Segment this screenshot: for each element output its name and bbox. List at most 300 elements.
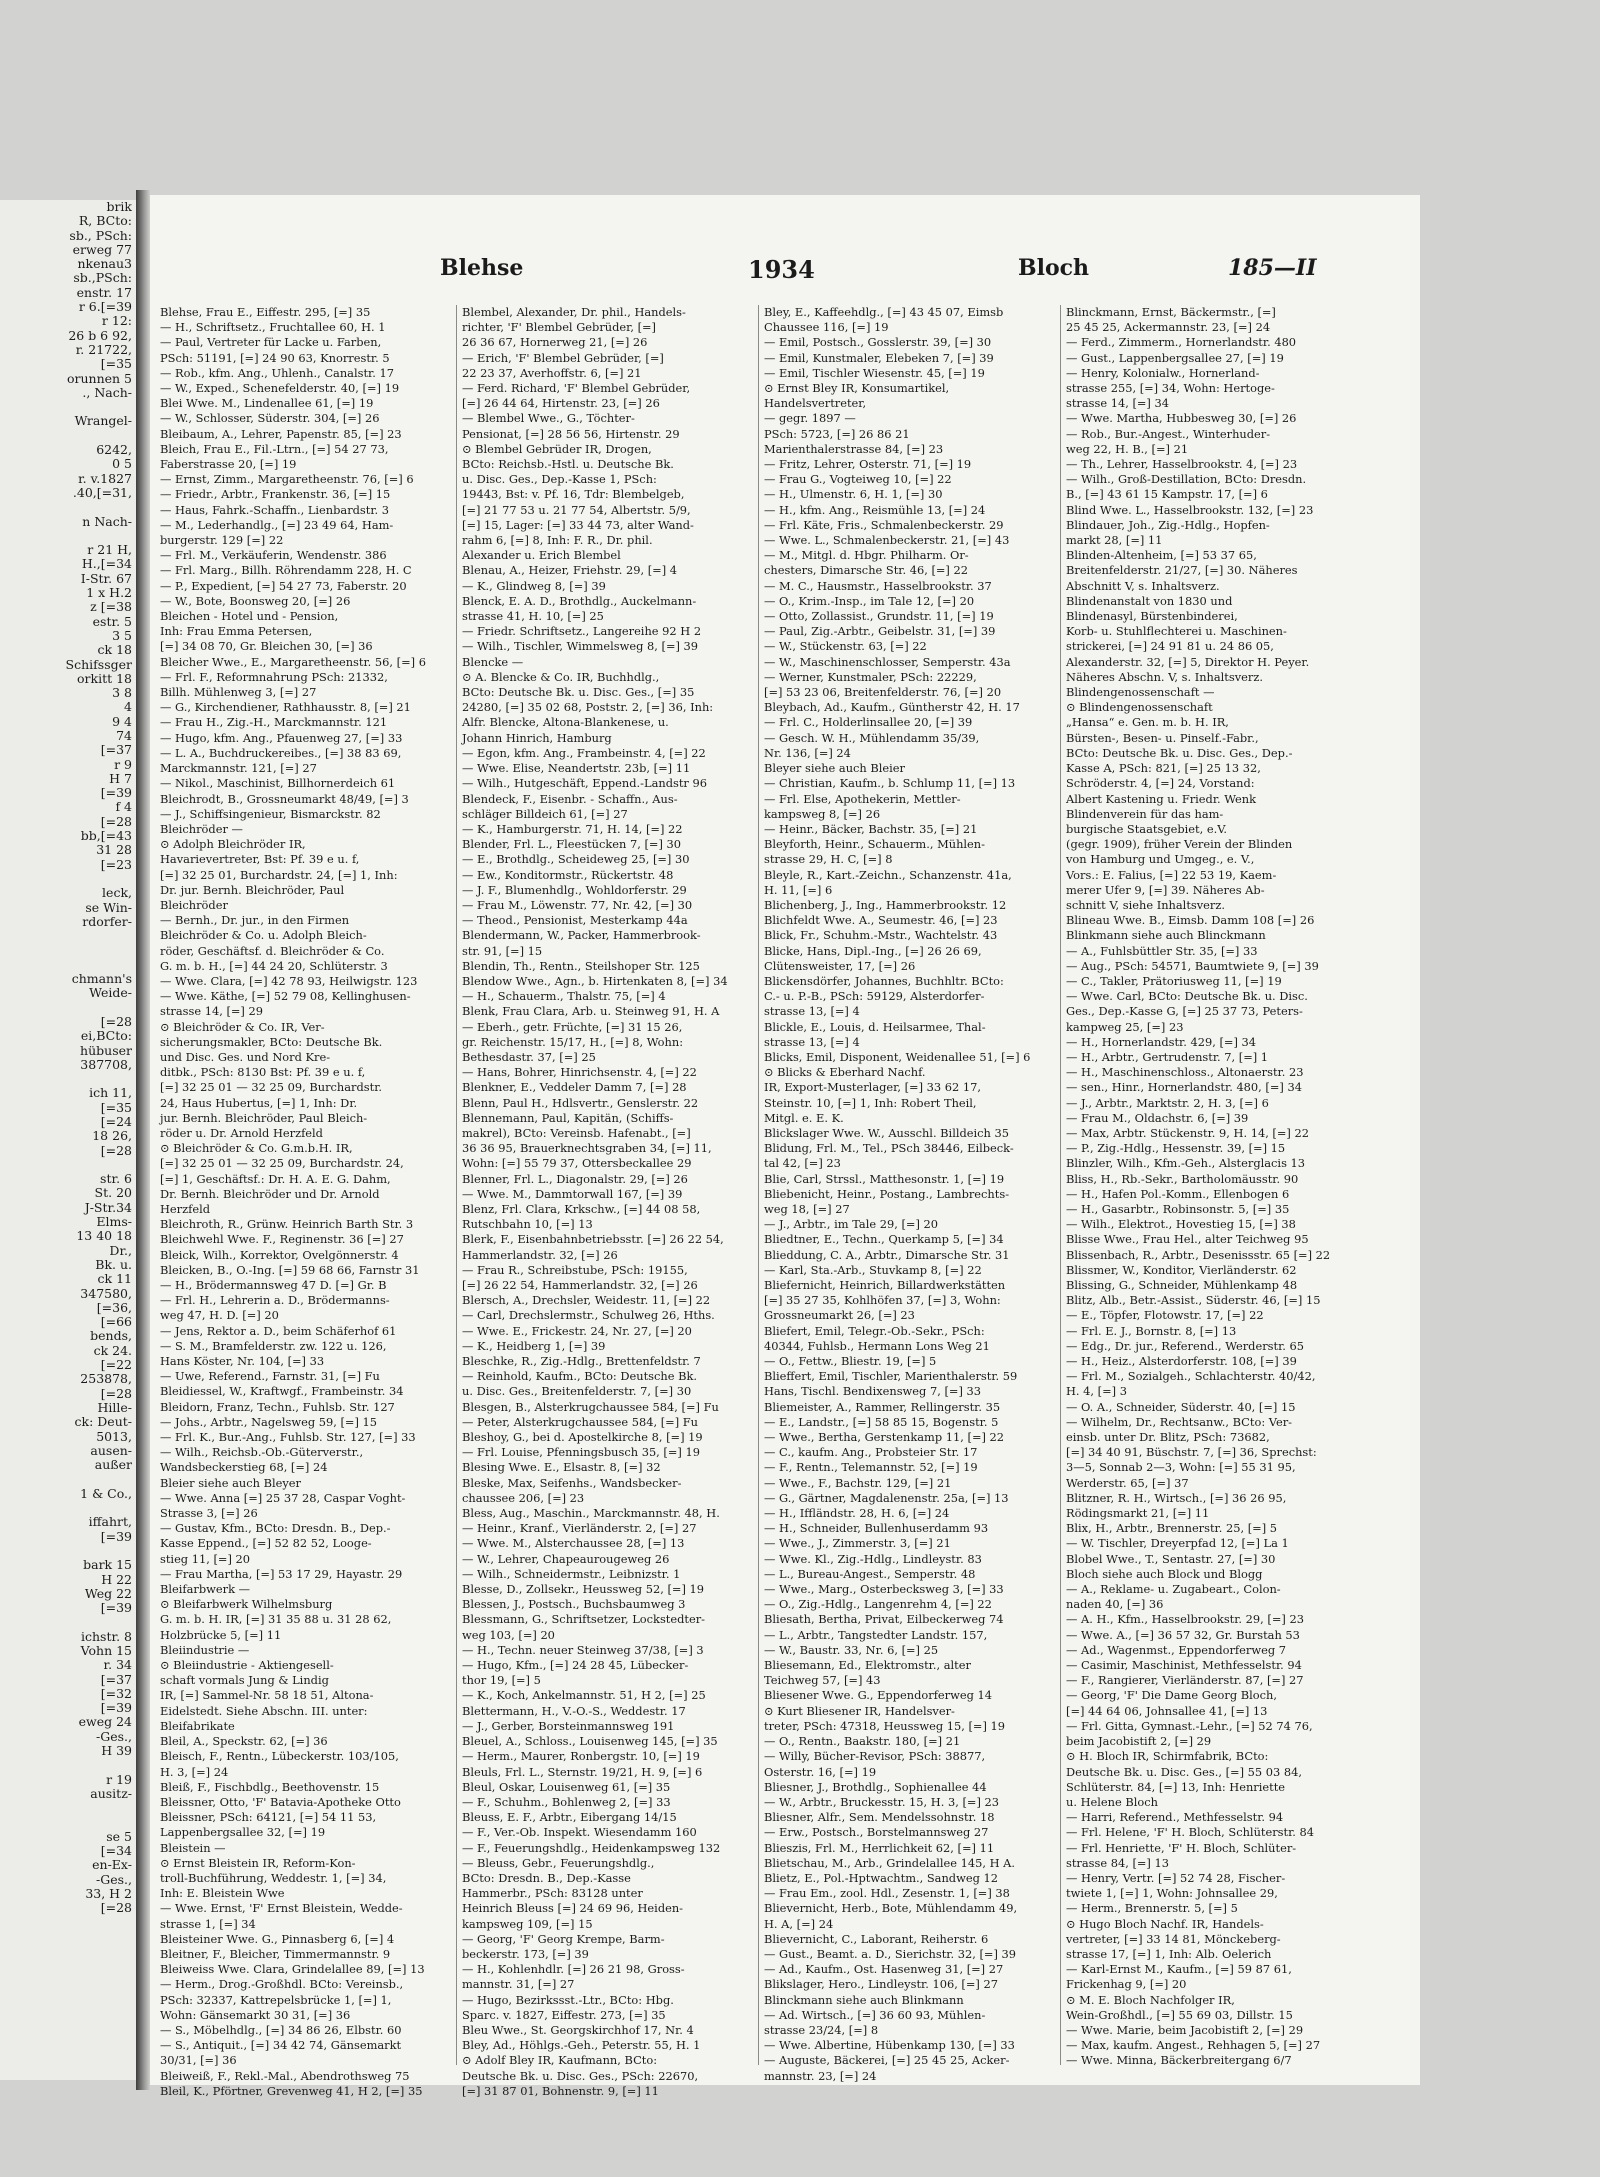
directory-entry-line: Bleichrodt, B., Grossneumarkt 48/49, [=] 3	[160, 791, 409, 806]
directory-entry-line: Lappenbergsallee 32, [=] 19	[160, 1825, 326, 1840]
directory-entry-line: Dr. Bernh. Bleichröder und Dr. Arnold	[160, 1186, 380, 1201]
directory-entry-line: — Frl. Käte, Fris., Schmalenbeckerstr. 29	[764, 517, 1004, 532]
directory-entry-line: Blisse Wwe., Frau Hel., alter Teichweg 95	[1066, 1232, 1309, 1247]
left-page-fragment: sb., PSch:	[69, 227, 132, 243]
directory-entry-line: 25 45 25, Ackermannstr. 23, [=] 24	[1066, 320, 1271, 335]
directory-entry-line: Bleschke, R., Zig.-Hdlg., Brettenfeldstr. 7	[462, 1354, 701, 1369]
directory-entry-line: Bleybach, Ad., Kaufm., Güntherstr 42, H. 17	[764, 700, 1020, 715]
directory-entry-line: Bleichwehl Wwe. F., Reginenstr. 36 [=] 27	[160, 1232, 404, 1247]
left-page-fragment: Weg 22	[84, 1585, 132, 1601]
directory-entry-line: Blenck, E. A. D., Brothdlg., Auckelmann-	[462, 593, 697, 608]
directory-entry-line: Alexanderstr. 32, [=] 5, Direktor H. Peyer.	[1066, 654, 1310, 669]
directory-entry-line: — Wwe. Albertine, Hübenkamp 130, [=] 33	[764, 2038, 1015, 2053]
left-page-fragment: ich 11,	[89, 1085, 132, 1101]
directory-entry-line: Bley, E., Kaffeehdlg., [=] 43 45 07, Eimsb	[764, 305, 1004, 319]
directory-entry-line: Bleuel, A., Schloss., Louisenweg 145, [=] 35	[462, 1734, 718, 1749]
left-page-edge	[0, 200, 138, 2080]
directory-entry-line: 24, Haus Hubertus, [=] 1, Inh: Dr.	[160, 1095, 358, 1110]
directory-entry-line: Blerk, F., Eisenbahnbetriebsstr. [=] 26 22 54,	[462, 1232, 724, 1247]
left-page-fragment: Bk. u.	[95, 1256, 132, 1272]
left-page-fragment	[0, 1501, 136, 1515]
directory-entry-line: Hans, Tischl. Bendixensweg 7, [=] 33	[764, 1384, 982, 1399]
directory-entry-line: Blissing, G., Schneider, Mühlenkamp 48	[1066, 1278, 1298, 1292]
directory-entry-line: — Wwe., Marg., Osterbecksweg 3, [=] 33	[764, 1582, 1004, 1597]
directory-entry-line: — J., Gerber, Borsteinmannsweg 191	[462, 1718, 675, 1733]
directory-entry-line: — Hans, Bohrer, Hinrichsenstr. 4, [=] 22	[462, 1065, 697, 1080]
directory-entry-line: Marckmannstr. 121, [=] 27	[160, 761, 317, 776]
left-page-fragment: nkenau3	[77, 256, 132, 272]
header-left-word: Blehse	[440, 255, 524, 281]
directory-entry-line: schnitt V, siehe Inhaltsverz.	[1066, 897, 1225, 912]
directory-entry-line: Blicke, Hans, Dipl.-Ing., [=] 26 26 69,	[764, 943, 982, 958]
directory-entry-line: Bleiweiß, F., Rekl.-Mal., Abendrothsweg 75	[160, 2068, 410, 2083]
directory-entry-line: weg 103, [=] 20	[462, 1627, 555, 1642]
directory-entry-line: Grossneumarkt 26, [=] 23	[764, 1308, 915, 1323]
directory-entry-line: Blessen, J., Postsch., Buchsbaumweg 3	[462, 1597, 686, 1612]
left-page-fragment: r. 34	[103, 1657, 132, 1673]
directory-entry-line: — W., Arbtr., Bruckesstr. 15, H. 3, [=] 23	[764, 1794, 1000, 1809]
directory-entry-line: Bleshoy, G., bei d. Apostelkirche 8, [=] 19	[462, 1430, 703, 1445]
left-page-fragment: Hille-	[97, 1399, 132, 1415]
directory-entry-line: u. Disc. Ges., Breitenfelderstr. 7, [=] 30	[462, 1384, 692, 1399]
left-page-fragment: [=66	[100, 1314, 132, 1330]
directory-entry-line: strasse 23/24, [=] 8	[764, 2022, 879, 2037]
directory-entry-line: — Blembel Wwe., G., Töchter-	[462, 411, 635, 426]
directory-entry-line: „Hansa“ e. Gen. m. b. H. IR,	[1066, 715, 1229, 730]
directory-entry-line: Blindenanstalt von 1830 und	[1066, 593, 1233, 608]
directory-entry-line: Bloch siehe auch Block und Blogg	[1066, 1566, 1263, 1581]
directory-columns	[160, 305, 1360, 2098]
directory-entry-line: — Theod., Pensionist, Mesterkamp 44a	[462, 913, 688, 928]
left-page-fragment: r. 21722,	[75, 341, 132, 357]
directory-entry-line: röder, Geschäftsf. d. Bleichröder & Co.	[160, 943, 385, 958]
directory-entry-line: [=] 34 08 70, Gr. Bleichen 30, [=] 36	[160, 639, 373, 654]
directory-entry-line: — Georg, 'F' Die Dame Georg Bloch,	[1066, 1688, 1277, 1703]
left-page-fragment	[0, 1158, 136, 1172]
left-page-fragment: bends,	[90, 1328, 132, 1344]
directory-entry-line: — Gust., Beamt. a. D., Sierichstr. 32, [=] 39	[764, 1946, 1017, 1961]
directory-entry-line: Blickensdörfer, Johannes, Buchhltr. BCto:	[764, 973, 1004, 988]
directory-entry-line: Bliesemann, Ed., Elektromstr., alter	[764, 1658, 971, 1673]
directory-entry-line: PSch: 5723, [=] 26 86 21	[764, 426, 910, 441]
directory-entry-line: Teichweg 57, [=] 43	[764, 1673, 881, 1688]
directory-entry-line: — Wilh., Schneidermstr., Leibnizstr. 1	[462, 1566, 681, 1581]
directory-entry-line: Bleichröder —	[160, 821, 243, 836]
column-divider	[456, 305, 457, 2065]
directory-entry-line: Deutsche Bk. u. Disc. Ges., [=] 55 03 84,	[1066, 1764, 1302, 1779]
directory-entry-line: — Casimir, Maschinist, Methfesselstr. 94	[1066, 1658, 1302, 1673]
directory-entry-line: — H., Gasarbtr., Robinsonstr. 5, [=] 35	[1066, 1201, 1290, 1216]
directory-entry-line: — Christian, Kaufm., b. Schlump 11, [=] 13	[764, 776, 1016, 791]
directory-entry-line: — Wwe., Bertha, Gerstenkamp 11, [=] 22	[764, 1430, 1005, 1445]
directory-entry-line: — P., Expedient, [=] 54 27 73, Faberstr. 20	[160, 578, 407, 593]
left-page-fragment: 3 8	[112, 685, 132, 701]
directory-entry-line: ditbk., PSch: 8130 Bst: Pf. 39 e u. f,	[160, 1065, 366, 1080]
directory-entry-line: — Frau M., Löwenstr. 77, Nr. 42, [=] 30	[462, 897, 693, 912]
directory-entry-line: — A., Fuhlsbüttler Str. 35, [=] 33	[1066, 943, 1258, 958]
page-header	[150, 255, 1420, 291]
directory-entry-line: Blettermann, H., V.-O.-S., Weddestr. 17	[462, 1703, 686, 1718]
directory-entry-line: 24280, [=] 35 02 68, Poststr. 2, [=] 36, Inh:	[462, 700, 714, 715]
directory-entry-line: Blinckmann siehe auch Blinkmann	[764, 1992, 964, 2007]
left-page-fragment: eweg 24	[78, 1714, 132, 1730]
left-page-fragment: [=22	[100, 1357, 132, 1373]
directory-entry-line: — K., Glindweg 8, [=] 39	[462, 578, 606, 593]
directory-entry-line: thor 19, [=] 5	[462, 1673, 541, 1688]
directory-entry-line: Alexander u. Erich Blembel	[462, 548, 621, 563]
directory-entry-line: C.- u. P.-B., PSch: 59129, Alsterdorfer-	[764, 989, 985, 1004]
directory-entry-line: Blikslager, Hero., Lindleystr. 106, [=] 27	[764, 1977, 998, 1992]
directory-entry-line: — H., Arbtr., Gertrudenstr. 7, [=] 1	[1066, 1049, 1269, 1064]
left-page-fragment: -Ges.,	[96, 1871, 132, 1887]
directory-entry-line: — A., Reklame- u. Zugabeart., Colon-	[1066, 1582, 1281, 1597]
directory-entry-line: [=] 32 25 01 — 32 25 09, Burchardstr. 24,	[160, 1156, 404, 1171]
directory-entry-line: burgische Staatsgebiet, e.V.	[1066, 821, 1228, 836]
directory-entry-line: Bleifarbwerk —	[160, 1582, 250, 1597]
directory-entry-line: naden 40, [=] 36	[1066, 1597, 1164, 1612]
left-page-fragment: 13 40 18	[76, 1228, 132, 1244]
directory-entry-line: Steinstr. 10, [=] 1, Inh: Robert Theil,	[764, 1095, 977, 1110]
directory-entry-line: Bleissner, PSch: 64121, [=] 54 11 53,	[160, 1810, 377, 1825]
left-page-fragment: 33, H 2	[85, 1886, 132, 1902]
directory-entry-line: u. Helene Bloch	[1066, 1794, 1158, 1809]
left-page-fragment: außer	[94, 1457, 132, 1473]
directory-entry-line: — H., Schneider, Bullenhuserdamm 93	[764, 1521, 989, 1536]
directory-entry-line: — Ferd., Zimmerm., Hornerlandstr. 480	[1066, 335, 1297, 350]
directory-entry-line: strasse 13, [=] 4	[764, 1034, 860, 1049]
directory-entry-line: u. Disc. Ges., Dep.-Kasse 1, PSch:	[462, 472, 657, 487]
directory-entry-line: — L., Arbtr., Tangstedter Landstr. 157,	[764, 1627, 988, 1642]
directory-entry-line: Bleyforth, Heinr., Schauerm., Mühlen-	[764, 837, 985, 852]
left-page-fragment: 26 b 6 92,	[68, 327, 132, 343]
column-divider	[758, 305, 759, 2065]
left-page-fragment	[0, 1072, 136, 1086]
directory-entry-line: Faberstrasse 20, [=] 19	[160, 457, 297, 472]
left-page-fragment: [=39	[100, 1600, 132, 1616]
directory-entry-line: G. m. b. H. IR, [=] 31 35 88 u. 31 28 62,	[160, 1612, 392, 1627]
directory-entry-line: vertreter, [=] 33 14 81, Mönckeberg-	[1066, 1931, 1281, 1946]
directory-entry-line: Blencke —	[462, 654, 524, 669]
directory-entry-line: Blindenasyl, Bürstenbinderei,	[1066, 609, 1238, 624]
directory-entry-line: — Peter, Alsterkrugchaussee 584, [=] Fu	[462, 1414, 699, 1429]
left-page-fragment	[0, 1001, 136, 1015]
directory-entry-line: Bliedtner, E., Techn., Querkamp 5, [=] 34	[764, 1232, 1004, 1247]
left-page-fragment: [=28	[100, 1142, 132, 1158]
directory-entry-line: — W., Schlosser, Süderstr. 304, [=] 26	[160, 411, 380, 426]
directory-entry-line: — Frl. E. J., Bornstr. 8, [=] 13	[1066, 1323, 1237, 1338]
directory-entry-line: Heinrich Bleuss [=] 24 69 96, Heiden-	[462, 1901, 684, 1916]
directory-entry-line: Vors.: E. Falius, [=] 22 53 19, Kaem-	[1066, 867, 1277, 882]
directory-entry-line: markt 28, [=] 11	[1066, 533, 1163, 548]
left-page-fragment	[0, 500, 136, 514]
left-page-fragment: leck,	[102, 885, 132, 901]
left-page-fragment	[0, 1544, 136, 1558]
directory-entry-line: Blinden-Altenheim, [=] 53 37 65,	[1066, 548, 1257, 563]
directory-entry-line: [=] 31 87 01, Bohnenstr. 9, [=] 11	[462, 2083, 659, 2098]
directory-entry-line: Bleich, Frau E., Fil.-Ltrn., [=] 54 27 73,	[160, 441, 389, 456]
directory-entry-line: Blenz, Frl. Clara, Krkschw., [=] 44 08 58,	[462, 1201, 701, 1216]
directory-entry-line: Blindenverein für das ham-	[1066, 806, 1224, 821]
directory-entry-line: Bleichroth, R., Grünw. Heinrich Barth Str. 3	[160, 1217, 414, 1232]
directory-entry-line: richter, 'F' Blembel Gebrüder, [=]	[462, 320, 657, 335]
directory-entry-line: Bethesdastr. 37, [=] 25	[462, 1049, 596, 1064]
directory-entry-line: ⊙ M. E. Bloch Nachfolger IR,	[1066, 1992, 1235, 2007]
directory-entry-line: IR, Export-Musterlager, [=] 33 62 17,	[764, 1080, 981, 1095]
directory-entry-line: Sparc. v. 1827, Eiffestr. 273, [=] 35	[462, 2007, 666, 2022]
directory-entry-line: Alfr. Blencke, Altona-Blankenese, u.	[462, 715, 669, 730]
directory-entry-line: — Frl. M., Sozialgeh., Schlachterstr. 40/42,	[1066, 1369, 1316, 1384]
directory-entry-line: Bleidiessel, W., Kraftwgf., Frambeinstr. 34	[160, 1384, 404, 1399]
directory-entry-line: Bleu Wwe., St. Georgskirchhof 17, Nr. 4	[462, 2022, 694, 2037]
directory-entry-line: ⊙ Bleichröder & Co. G.m.b.H. IR,	[160, 1141, 353, 1156]
directory-entry-line: ⊙ Ernst Bley IR, Konsumartikel,	[764, 381, 950, 396]
directory-entry-line: twiete 1, [=] 1, Wohn: Johnsallee 29,	[1066, 1886, 1278, 1901]
left-page-fragment: chmann's	[71, 971, 132, 987]
directory-entry-line: — H., Kohlenhdlr. [=] 26 21 98, Gross-	[462, 1962, 685, 1977]
directory-entry-line: jur. Bernh. Bleichröder, Paul Bleich-	[160, 1110, 368, 1125]
directory-entry-line: Blenner, Frl. L., Diagonalstr. 29, [=] 26	[462, 1171, 688, 1186]
directory-entry-line: Blesing Wwe. E., Elsastr. 8, [=] 32	[462, 1460, 661, 1475]
directory-entry-line: strasse 14, [=] 34	[1066, 396, 1169, 411]
directory-entry-line: — Ad. Wirtsch., [=] 36 60 93, Mühlen-	[764, 2007, 986, 2022]
directory-entry-line: — Frl. C., Holderlinsallee 20, [=] 39	[764, 715, 973, 730]
directory-entry-line: 26 36 67, Hornerweg 21, [=] 26	[462, 335, 648, 350]
directory-entry-line: — S., Möbelhdlg., [=] 34 86 26, Elbstr. 60	[160, 2022, 402, 2037]
directory-entry-line: — W., Exped., Schenefelderstr. 40, [=] 19	[160, 381, 400, 396]
directory-entry-line: G. m. b. H., [=] 44 24 20, Schlüterstr. 3	[160, 958, 388, 973]
column-3	[764, 305, 1049, 2083]
left-page-fragment: ck 18	[97, 642, 132, 658]
directory-entry-line: ⊙ Kurt Bliesener IR, Handelsver-	[764, 1703, 955, 1718]
directory-page	[150, 195, 1420, 2098]
directory-entry-line: — Bernh., Dr. jur., in den Firmen	[160, 913, 350, 928]
left-page-fragment: ck 24.	[93, 1342, 132, 1358]
left-page-fragment: J-Str.34	[84, 1199, 132, 1215]
book-gutter	[136, 190, 150, 2090]
directory-entry-line: Blindauer, Joh., Zig.-Hdlg., Hopfen-	[1066, 517, 1270, 532]
directory-entry-line: Bliesener Wwe. G., Eppendorferweg 14	[764, 1688, 992, 1703]
directory-entry-line: Mitgl. e. E. K.	[764, 1110, 844, 1125]
directory-entry-line: — J., Schiffsingenieur, Bismarckstr. 82	[160, 806, 381, 821]
left-page-fragment: en-Ex-	[92, 1857, 132, 1873]
directory-entry-line: Blendeck, F., Eisenbr. - Schaffn., Aus-	[462, 791, 678, 806]
directory-entry-line: — Wwe. Ernst, 'F' Ernst Bleistein, Wedde-	[160, 1901, 403, 1916]
directory-entry-line: Blietschau, M., Arb., Grindelallee 145, H A.	[764, 1855, 1016, 1870]
directory-entry-line: Albert Kastening u. Friedr. Wenk	[1066, 791, 1257, 806]
directory-entry-line: — Bleuss, Gebr., Feuerungshdlg.,	[462, 1855, 655, 1870]
directory-entry-line: BCto: Dresdn. B., Dep.-Kasse	[462, 1870, 631, 1885]
directory-entry-line: — Wwe. Martha, Hubbesweg 30, [=] 26	[1066, 411, 1297, 426]
directory-entry-line: Bleichröder & Co. u. Adolph Bleich-	[160, 928, 367, 943]
left-page-fragment: Vohn 15	[80, 1642, 132, 1658]
directory-entry-line: strasse 41, H. 10, [=] 25	[462, 609, 604, 624]
directory-entry-line: Bliefert, Emil, Telegr.-Ob.-Sekr., PSch:	[764, 1323, 985, 1338]
left-page-fragment: 18 26,	[92, 1128, 132, 1144]
directory-entry-line: Wohn: Gänsemarkt 30 31, [=] 36	[160, 2007, 351, 2022]
directory-entry-line: Blidung, Frl. M., Tel., PSch 38446, Eilbeck-	[764, 1141, 1014, 1156]
directory-entry-line: — H., Schriftsetz., Fruchtallee 60, H. 1	[160, 320, 386, 335]
directory-entry-line: — W., Maschinenschlosser, Semperstr. 43a	[764, 654, 1011, 669]
directory-entry-line: — Wwe. Marie, beim Jacobistift 2, [=] 29	[1066, 2022, 1304, 2037]
directory-entry-line: — O., Zig.-Hdlg., Langenrehm 4, [=] 22	[764, 1597, 992, 1612]
directory-entry-line: — Karl-Ernst M., Kaufm., [=] 59 87 61,	[1066, 1962, 1292, 1977]
directory-entry-line: — Herm., Maurer, Ronbergstr. 10, [=] 19	[462, 1749, 700, 1764]
directory-entry-line: Bliebenicht, Heinr., Postang., Lambrechts-	[764, 1186, 1010, 1201]
directory-entry-line: von Hamburg und Umgeg., e. V.,	[1066, 852, 1255, 867]
directory-entry-line: — J., Arbtr., Marktstr. 2, H. 3, [=] 6	[1066, 1095, 1269, 1110]
directory-entry-line: Blesgen, B., Alsterkrugchaussee 584, [=] Fu	[462, 1399, 719, 1414]
directory-entry-line: [=] 32 25 01, Burchardstr. 24, [=] 1, Inh:	[160, 867, 398, 882]
left-page-fragment: Weide-	[89, 985, 132, 1001]
left-page-fragment: [=24	[100, 1114, 132, 1129]
left-page-fragment	[0, 872, 136, 886]
directory-entry-line: 22 23 37, Averhoffstr. 6, [=] 21	[462, 365, 642, 380]
directory-entry-line: [=] 35 27 35, Kohlhöfen 37, [=] 3, Wohn:	[764, 1293, 1001, 1308]
directory-entry-line: Blieddung, C. A., Arbtr., Dimarsche Str. 31	[764, 1247, 1010, 1262]
directory-entry-line: — Ew., Konditormstr., Rückertstr. 48	[462, 867, 674, 882]
left-page-fragment	[0, 1816, 136, 1830]
directory-entry-line: Holzbrücke 5, [=] 11	[160, 1627, 282, 1642]
directory-entry-line: schaft vormals Jung & Lindig	[160, 1673, 329, 1688]
left-page-fragment	[0, 1615, 136, 1629]
directory-entry-line: ⊙ Bleifarbwerk Wilhelmsburg	[160, 1597, 333, 1612]
left-page-fragment: estr. 5	[92, 613, 132, 629]
directory-entry-line: schläger Billdeich 61, [=] 27	[462, 806, 628, 821]
directory-entry-line: Blennemann, Paul, Kapitän, (Schiffs-	[462, 1110, 674, 1125]
left-page-fragment: ausen-	[90, 1442, 132, 1458]
directory-entry-line: — H., kfm. Ang., Reismühle 13, [=] 24	[764, 502, 986, 517]
directory-entry-line: — Heinr., Bäcker, Bachstr. 35, [=] 21	[764, 821, 978, 836]
left-page-fragment: .40,[=31,	[72, 484, 132, 500]
directory-entry-line: — S. M., Bramfelderstr. zw. 122 u. 126,	[160, 1338, 387, 1353]
directory-entry-line: — E., Landstr., [=] 58 85 15, Bogenstr. 5	[764, 1414, 999, 1429]
left-page-fragment: [=28	[100, 813, 132, 829]
left-page-fragment: brik	[106, 199, 132, 214]
directory-entry-line: — Jens, Rektor a. D., beim Schäferhof 61	[160, 1323, 397, 1338]
left-page-fragment: I-Str. 67	[80, 570, 132, 586]
directory-entry-line: sicherungsmakler, BCto: Deutsche Bk.	[160, 1034, 383, 1049]
directory-entry-line: Rutschbahn 10, [=] 13	[462, 1217, 593, 1232]
directory-entry-line: Bürsten-, Besen- u. Pinself.-Fabr.,	[1066, 730, 1259, 745]
directory-entry-line: — Wilh., Reichsb.-Ob.-Güterverstr.,	[160, 1445, 364, 1460]
directory-entry-line: Bleil, K., Pförtner, Grevenweg 41, H 2, [=] 35	[160, 2083, 423, 2098]
directory-entry-line: Osterstr. 16, [=] 19	[764, 1764, 877, 1779]
directory-entry-line: Blindengenossenschaft —	[1066, 685, 1215, 700]
left-page-fragment: 347580,	[80, 1285, 132, 1301]
directory-entry-line: — Frl. F., Reformnahrung PSch: 21332,	[160, 669, 388, 684]
directory-entry-line: — Emil, Postsch., Gosslerstr. 39, [=] 30	[764, 335, 992, 350]
directory-entry-line: Rödingsmarkt 21, [=] 11	[1066, 1506, 1210, 1521]
directory-entry-line: — F., Schuhm., Bohlenweg 2, [=] 33	[462, 1794, 671, 1809]
left-page-fragment: r 6.[=39	[78, 299, 132, 315]
directory-entry-line: — Frau Martha, [=] 53 17 29, Hayastr. 29	[160, 1566, 403, 1581]
directory-entry-line: mannstr. 31, [=] 27	[462, 1977, 575, 1992]
directory-entry-line: — Gustav, Kfm., BCto: Dresdn. B., Dep.-	[160, 1521, 391, 1536]
directory-entry-line: — Frau G., Vogteiweg 10, [=] 22	[764, 472, 952, 487]
left-page-fragment: 3 5	[112, 627, 132, 643]
directory-entry-line: — H., Iffländstr. 28, H. 6, [=] 24	[764, 1506, 950, 1521]
directory-entry-line: Wandsbeckerstieg 68, [=] 24	[160, 1460, 328, 1475]
left-page-fragment: 6242,	[96, 442, 132, 458]
directory-entry-line: Näheres Abschn. V, s. Inhaltsverz.	[1066, 669, 1263, 684]
left-page-fragment: [=35	[100, 1099, 132, 1115]
directory-entry-line: — W., Baustr. 33, Nr. 6, [=] 25	[764, 1642, 939, 1657]
left-page-fragment: str. 6	[100, 1171, 132, 1187]
directory-entry-line: Bleiweiss Wwe. Clara, Grindelallee 89, [=] 13	[160, 1962, 425, 1977]
directory-entry-line: Blinkmann siehe auch Blinckmann	[1066, 928, 1266, 943]
directory-entry-line: strasse 14, [=] 29	[160, 1004, 263, 1019]
directory-entry-line: Bleistein —	[160, 1840, 226, 1855]
left-page-fragment: orkitt 18	[77, 670, 132, 686]
directory-entry-line: — Ad., Kaufm., Ost. Hasenweg 31, [=] 27	[764, 1962, 1004, 1977]
left-page-fragment: St. 20	[94, 1185, 132, 1201]
column-4	[1066, 305, 1351, 2068]
left-page-fragment	[0, 958, 136, 972]
directory-entry-line: Werderstr. 65, [=] 37	[1066, 1475, 1189, 1490]
directory-entry-line: Bleitner, F., Bleicher, Timmermannstr. 9	[160, 1946, 391, 1961]
directory-entry-line: — Carl, Drechslermstr., Schulweg 26, Hths.	[462, 1308, 715, 1323]
directory-entry-line: beim Jacobistift 2, [=] 29	[1066, 1734, 1212, 1749]
left-page-fragment: [=39	[100, 1528, 132, 1544]
directory-entry-line: [=] 21 77 53 u. 21 77 54, Albertstr. 5/9,	[462, 502, 691, 517]
directory-entry-line: Bleier siehe auch Bleyer	[160, 1475, 301, 1490]
left-page-fragment: n Nach-	[82, 513, 132, 529]
directory-entry-line: — Paul, Zig.-Arbtr., Geibelstr. 31, [=] 39	[764, 624, 996, 639]
directory-entry-line: Bleicken, B., O.-Ing. [=] 59 68 66, Farnstr 31	[160, 1262, 420, 1277]
left-page-fragment	[0, 943, 136, 957]
directory-entry-line: — M., Lederhandlg., [=] 23 49 64, Ham-	[160, 517, 394, 532]
directory-entry-line: und Disc. Ges. und Nord Kre-	[160, 1049, 331, 1064]
left-page-fragment: ausitz-	[90, 1785, 132, 1801]
directory-entry-line: — H., Brödermannsweg 47 D. [=] Gr. B	[160, 1278, 387, 1292]
left-page-fragment: orunnen 5	[66, 370, 132, 386]
directory-entry-line: — J. F., Blumenhdlg., Wohldorferstr. 29	[462, 882, 687, 897]
directory-entry-line: — Wilh., Hutgeschäft, Eppend.-Landstr 96	[462, 776, 707, 791]
directory-entry-line: — Emil, Kunstmaler, Elebeken 7, [=] 39	[764, 350, 994, 365]
left-page-fragment: ck 11	[97, 1271, 132, 1287]
directory-entry-line: IR, [=] Sammel-Nr. 58 18 51, Altona-	[160, 1688, 374, 1703]
left-page-fragment: r 12:	[101, 313, 132, 329]
directory-entry-line: ⊙ A. Blencke & Co. IR, Buchhdlg.,	[462, 669, 660, 684]
left-page-fragment: z [=38	[90, 599, 132, 615]
directory-entry-line: Marienthalerstrasse 84, [=] 23	[764, 441, 944, 456]
left-page-fragment: Wrangel-	[74, 413, 132, 429]
left-page-fragment: 253878,	[80, 1371, 132, 1387]
directory-entry-line: Blenk, Frau Clara, Arb. u. Steinweg 91, H. A	[462, 1004, 720, 1019]
directory-entry-line: Havarievertreter, Bst: Pf. 39 e u. f,	[160, 852, 360, 867]
left-page-fragment: enstr. 17	[76, 284, 132, 300]
directory-entry-line: Blobel Wwe., T., Sentastr. 27, [=] 30	[1066, 1551, 1276, 1566]
directory-entry-line: ⊙ Hugo Bloch Nachf. IR, Handels-	[1066, 1916, 1264, 1931]
directory-entry-line: Bliesner, Alfr., Sem. Mendelssohnstr. 18	[764, 1810, 995, 1825]
left-page-fragment: 1 x H.2	[86, 585, 132, 601]
directory-entry-line: chesters, Dimarsche Str. 46, [=] 22	[764, 563, 968, 578]
directory-entry-line: Bleissner, Otto, 'F' Batavia-Apotheke Otto	[160, 1794, 401, 1809]
directory-entry-line: H. 3, [=] 24	[160, 1764, 229, 1779]
directory-entry-line: — Rob., kfm. Ang., Uhlenh., Canalstr. 17	[160, 365, 394, 380]
directory-entry-line: strasse 13, [=] 4	[764, 1004, 860, 1019]
directory-entry-line: Bleisteiner Wwe. G., Pinnasberg 6, [=] 4	[160, 1931, 395, 1946]
directory-entry-line: — O., Krim.-Insp., im Tale 12, [=] 20	[764, 593, 975, 608]
directory-entry-line: Bliefernicht, Heinrich, Billardwerkstätten	[764, 1278, 1006, 1292]
directory-entry-line: — O., Rentn., Baakstr. 180, [=] 21	[764, 1734, 961, 1749]
directory-entry-line: BCto: Deutsche Bk. u. Disc. Ges., Dep.-	[1066, 745, 1293, 760]
directory-entry-line: strasse 84, [=] 13	[1066, 1855, 1169, 1870]
left-page-fragment: [=39	[100, 785, 132, 801]
directory-entry-line: — Johs., Arbtr., Nagelsweg 59, [=] 15	[160, 1414, 378, 1429]
directory-entry-line: Bless, Aug., Maschin., Marckmannstr. 48, H.	[462, 1506, 720, 1521]
directory-entry-line: — Frl. Helene, 'F' H. Bloch, Schlüterstr. 84	[1066, 1825, 1315, 1840]
